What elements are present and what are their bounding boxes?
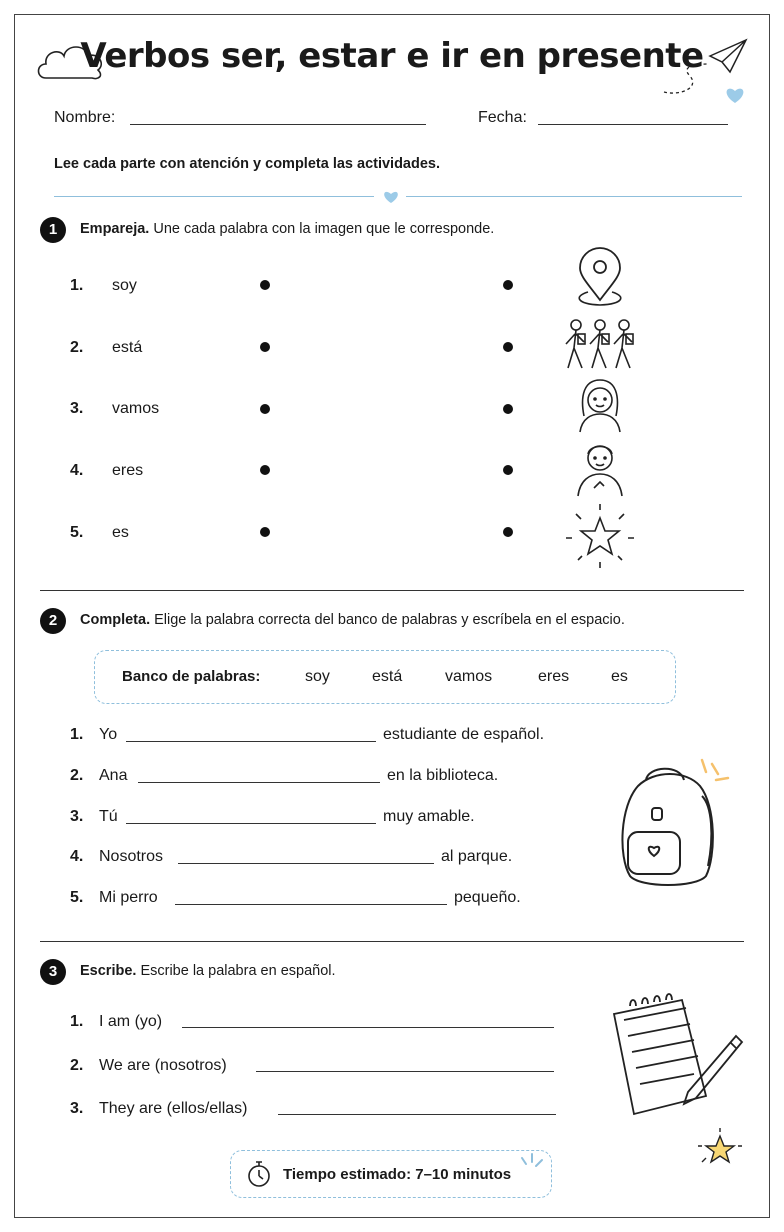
- prompt-text: They are (ellos/ellas): [99, 1100, 248, 1117]
- answer-blank[interactable]: [278, 1114, 556, 1115]
- prompt-text: We are (nosotros): [99, 1057, 227, 1074]
- section-heading-text: Elige la palabra correcta del banco de palabras y escríbela en el espacio.: [154, 612, 625, 628]
- word-bank-title: Banco de palabras:: [122, 668, 261, 685]
- right-dot[interactable]: [503, 342, 513, 352]
- divider-left: [54, 196, 374, 197]
- right-dot[interactable]: [503, 404, 513, 414]
- heart-icon: [725, 86, 745, 104]
- sentence-start: Mi perro: [99, 889, 158, 906]
- bank-word: soy: [305, 668, 330, 685]
- section-number: 3: [40, 959, 66, 985]
- right-dot[interactable]: [503, 465, 513, 475]
- sentence-start: Tú: [99, 808, 118, 825]
- section-heading-label: Empareja.: [80, 221, 150, 237]
- section-heading-text: Escribe la palabra en español.: [140, 963, 336, 979]
- heart-icon: [383, 190, 399, 204]
- sparkle-icon: [516, 1152, 546, 1180]
- item-number: 1.: [70, 277, 84, 294]
- star-icon: [696, 1128, 744, 1168]
- name-field[interactable]: [130, 124, 426, 125]
- answer-blank[interactable]: [182, 1027, 554, 1028]
- walking-people-icon: [562, 318, 638, 374]
- item-number: 3.: [70, 400, 84, 417]
- matching-word: vamos: [112, 400, 160, 417]
- section-divider: [40, 590, 744, 591]
- left-dot[interactable]: [260, 527, 270, 537]
- divider-right: [406, 196, 742, 197]
- prompt-text: I am (yo): [99, 1013, 163, 1030]
- section-heading-label: Completa.: [80, 612, 151, 628]
- item-number: 3.: [70, 808, 84, 825]
- item-number: 2.: [70, 339, 84, 356]
- sentence-end: pequeño.: [454, 889, 521, 906]
- sentence-start: Nosotros: [99, 848, 164, 865]
- answer-blank[interactable]: [126, 741, 376, 742]
- item-number: 1.: [70, 726, 84, 743]
- left-dot[interactable]: [260, 404, 270, 414]
- stopwatch-icon: [246, 1160, 272, 1188]
- sentence-end: al parque.: [441, 848, 513, 865]
- answer-blank[interactable]: [256, 1071, 554, 1072]
- section-divider: [40, 941, 744, 942]
- item-number: 2.: [70, 767, 84, 784]
- right-dot[interactable]: [503, 527, 513, 537]
- star-icon: [566, 504, 634, 568]
- bank-word: está: [372, 668, 403, 685]
- left-dot[interactable]: [260, 280, 270, 290]
- item-number: 5.: [70, 889, 84, 906]
- date-field[interactable]: [538, 124, 728, 125]
- matching-word: está: [112, 339, 143, 356]
- answer-blank[interactable]: [175, 904, 447, 905]
- item-number: 4.: [70, 848, 84, 865]
- answer-blank[interactable]: [138, 782, 380, 783]
- sentence-end: estudiante de español.: [383, 726, 545, 743]
- location-pin-icon: [570, 248, 630, 308]
- backpack-icon: [616, 756, 736, 894]
- matching-word: soy: [112, 277, 137, 294]
- section-heading-label: Escribe.: [80, 963, 137, 979]
- sentence-end: muy amable.: [383, 808, 475, 825]
- matching-word: eres: [112, 462, 144, 479]
- section-heading-text: Une cada palabra con la imagen que le corresponde.: [153, 221, 495, 237]
- boy-icon: [574, 438, 626, 498]
- sentence-end: en la biblioteca.: [387, 767, 499, 784]
- section-heading: [80, 221, 494, 237]
- bank-word: es: [611, 668, 628, 685]
- section-number: 2: [40, 608, 66, 634]
- instructions: Lee cada parte con atención y completa las actividades.: [54, 156, 441, 172]
- notepad-pencil-icon: [610, 996, 746, 1118]
- sentence-start: Ana: [99, 767, 128, 784]
- date-label: Fecha:: [478, 109, 527, 126]
- section-heading: [80, 612, 625, 628]
- answer-blank[interactable]: [126, 823, 376, 824]
- sentence-start: Yo: [99, 726, 118, 743]
- answer-blank[interactable]: [178, 863, 434, 864]
- name-label: Nombre:: [54, 109, 116, 126]
- item-number: 3.: [70, 1100, 84, 1117]
- time-estimate-text: Tiempo estimado: 7–10 minutos: [283, 1166, 512, 1183]
- item-number: 5.: [70, 524, 84, 541]
- item-number: 2.: [70, 1057, 84, 1074]
- item-number: 1.: [70, 1013, 84, 1030]
- bank-word: vamos: [445, 668, 493, 685]
- section-number: 1: [40, 217, 66, 243]
- section-heading: [80, 963, 336, 979]
- bank-word: eres: [538, 668, 570, 685]
- page-title: Verbos ser, estar e ir en presente: [80, 36, 704, 76]
- left-dot[interactable]: [260, 342, 270, 352]
- left-dot[interactable]: [260, 465, 270, 475]
- matching-word: es: [112, 524, 129, 541]
- item-number: 4.: [70, 462, 84, 479]
- right-dot[interactable]: [503, 280, 513, 290]
- girl-icon: [574, 376, 626, 434]
